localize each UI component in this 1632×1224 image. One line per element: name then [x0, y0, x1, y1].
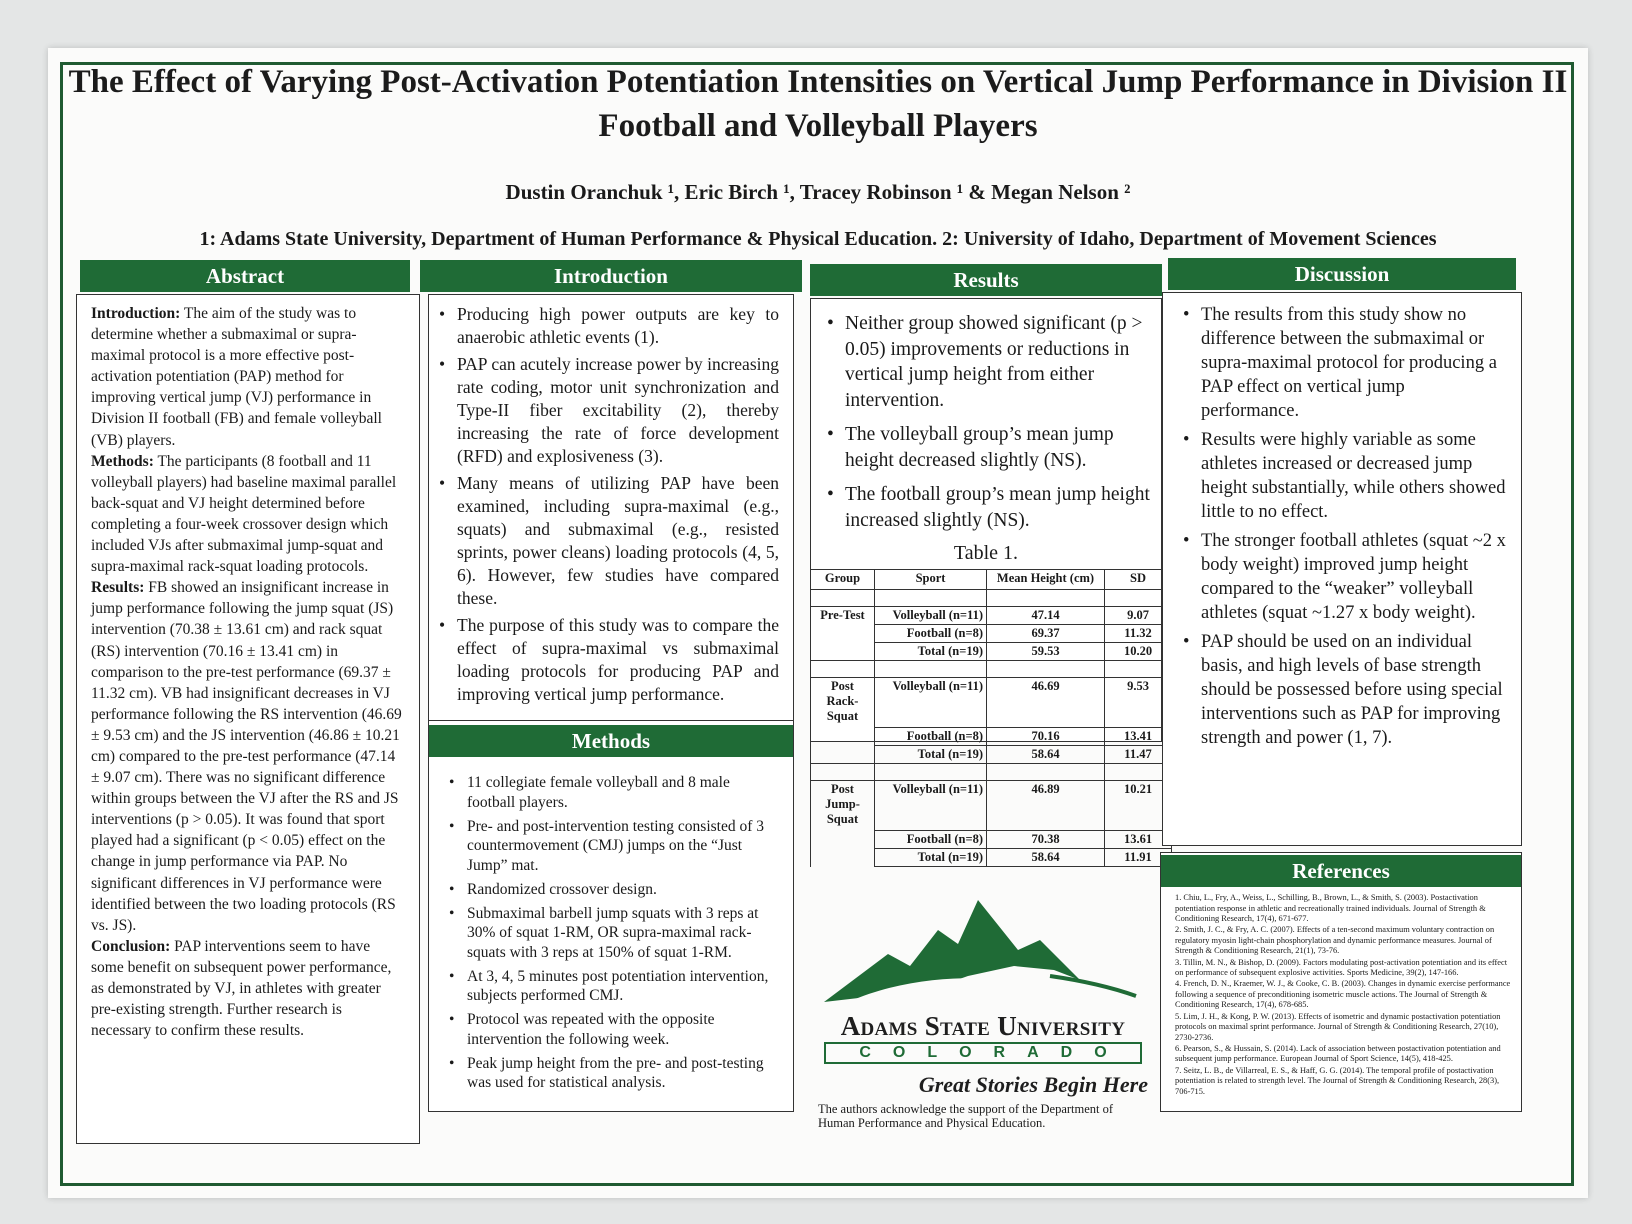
- affiliations: 1: Adams State University, Department of Human Performance & Physical Education. 2: University of Idaho, Department of Movement Sciences: [199, 228, 1437, 250]
- table-cell: [875, 661, 987, 678]
- table-header-cell: Sport: [875, 570, 987, 590]
- methods-heading: Methods: [429, 725, 793, 757]
- table-sd-cell: 9.53: [1105, 678, 1172, 728]
- discussion-list: [1163, 293, 1521, 750]
- table-group-cell: [811, 643, 875, 661]
- table-cell: [875, 590, 987, 607]
- tagline: Great Stories Begin Here: [918, 1072, 1148, 1097]
- reference-item: 5. Lim, J. H., & Kong, P. W. (2013). Effects of isometric and dynamic postactivation potentiation protocols on maximal sprint performance. Journal of Strength & Conditioning Research, 27(10), 2730-2736.: [1175, 1011, 1501, 1042]
- reference-item: 6. Pearson, S., & Hussain, S. (2014). Lack of association between postactivation potentiation and subsequent jump performance. European Journal of Sport Science, 14(5), 418-425.: [1175, 1043, 1501, 1064]
- discussion-heading: Discussion: [1168, 258, 1516, 290]
- table-sport-cell: Total (n=19): [875, 849, 987, 867]
- table-sd-cell: 11.32: [1105, 625, 1172, 643]
- table-sport-cell: Volleyball (n=11): [875, 678, 987, 728]
- methods-section: [428, 720, 794, 1112]
- table-cell: [811, 764, 875, 781]
- discussion-item: • Results were highly variable as some athletes increased or decreased jump height substantially, while others showed little to no effect.: [1177, 428, 1507, 524]
- table-mean-cell: 47.14: [987, 607, 1105, 625]
- abstract-intro-text: The aim of the study was to determine whether a submaximal or supra-maximal protocol is a more effective post-activation potentiation (PAP) method for improving vertical jump (VJ) performance in Division II football (FB) and female volleyball (VB) players.: [91, 305, 382, 449]
- table-mean-cell: 46.89: [987, 781, 1105, 831]
- introduction-item: • Many means of utilizing PAP have been examined, including supra-maximal (e.g., squats) and submaximal (e.g., resisted sprints, power cleans) loading protocols (4, 5, 6). However, few studies have compared these.: [433, 472, 779, 610]
- reference-item: 4. French, D. N., Kraemer, W. J., & Cooke, C. B. (2003). Changes in dynamic exercise performance following a sequence of preconditioning isometric muscle actions. The Journal of Strength & Conditioning Research, 17(4), 678-685.: [1175, 979, 1511, 1010]
- discussion-box: [1162, 292, 1522, 846]
- references-heading: References: [1161, 855, 1521, 887]
- abstract-section: [80, 260, 410, 1144]
- table-row: [811, 849, 1172, 867]
- introduction-heading: Introduction: [420, 260, 802, 292]
- table-row: [811, 643, 1172, 661]
- introduction-item: • Producing high power outputs are key to anaerobic athletic events (1).: [433, 303, 779, 349]
- table-sport-cell: Volleyball (n=11): [875, 607, 987, 625]
- table-sd-cell: 10.20: [1105, 643, 1172, 661]
- methods-item: • Peak jump height from the pre- and post-testing was used for statistical analysis.: [443, 1054, 779, 1093]
- discussion-section: [1168, 258, 1516, 846]
- table-mean-cell: 58.64: [987, 746, 1105, 764]
- abstract-box: [76, 294, 420, 1144]
- introduction-item: • PAP can acutely increase power by increasing rate coding, motor unit synchronization and Type-II fiber excitability (2), thereby increasing the rate of force development (RFD) and explosiveness (3).: [433, 353, 779, 468]
- table-sd-cell: 11.91: [1105, 849, 1172, 867]
- references-section: [1160, 852, 1522, 1112]
- university-name: Adams State University: [840, 1011, 1126, 1041]
- table-header-cell: SD: [1105, 570, 1172, 590]
- abstract-results-label: Results:: [91, 579, 145, 597]
- table-group-cell: [811, 625, 875, 643]
- table-mean-cell: 70.16: [987, 728, 1105, 746]
- table-cell: [811, 661, 875, 678]
- abstract-heading: Abstract: [80, 260, 410, 292]
- abstract-conclusion-text: PAP interventions seem to have some benefit on subsequent power performance, as demonstrated by VJ, in athletes with greater pre-existing strength. Further research is necessary to confirm these results.: [91, 937, 392, 1040]
- table-body: [811, 590, 1172, 867]
- table-mean-cell: 59.53: [987, 643, 1105, 661]
- table-mean-cell: 70.38: [987, 831, 1105, 849]
- table-sport-cell: Volleyball (n=11): [875, 781, 987, 831]
- table-row: [811, 625, 1172, 643]
- discussion-item: • The results from this study show no difference between the submaximal or supra-maximal protocol for producing a PAP effect on vertical jump performance.: [1177, 303, 1507, 423]
- introduction-item: • The purpose of this study was to compare the effect of supra-maximal vs submaximal loading protocols for producing PAP and improving vertical jump performance.: [433, 614, 779, 706]
- results-section: [810, 258, 1162, 864]
- table-sd-cell: 11.47: [1105, 746, 1172, 764]
- references-list: [1161, 887, 1521, 1097]
- reference-item: 3. Tillin, M. N., & Bishop, D. (2009). Factors modulating post-activation potentiation and its effect on performance of subsequent explosive activities. Sports Medicine, 39(2), 147-166.: [1175, 957, 1508, 978]
- state-wordmark: COLORADO: [824, 1042, 1142, 1064]
- results-table: [810, 569, 1172, 867]
- abstract-methods-text: The participants (8 football and 11 volleyball players) had baseline maximal parallel back-squat and VJ height determined before completing a four-week crossover design which included VJs after submaximal jump-squat and supra-maximal rack-squat loading protocols.: [91, 452, 397, 576]
- methods-item: • Submaximal barbell jump squats with 3 reps at 30% of squat 1-RM, OR supra-maximal rack-squats with 3 reps at 150% of squat 1-RM.: [443, 904, 779, 963]
- table-cell: [811, 590, 875, 607]
- methods-list: [429, 757, 793, 1093]
- table-sd-cell: 10.21: [1105, 781, 1172, 831]
- table-group-cell: [811, 728, 875, 746]
- table-mean-cell: 46.69: [987, 678, 1105, 728]
- discussion-item: • The stronger football athletes (squat ~2 x body weight) improved jump height compared to the “weaker” volleyball athletes (squat ~1.27 x body weight).: [1177, 529, 1507, 625]
- table-row: [811, 728, 1172, 746]
- table-cell: [987, 590, 1105, 607]
- table-sport-cell: Total (n=19): [875, 746, 987, 764]
- results-heading: Results: [810, 264, 1162, 296]
- university-logo: [818, 896, 1148, 1130]
- table-spacer-row: [811, 590, 1172, 607]
- methods-box: [428, 720, 794, 1112]
- reference-item: 7. Seitz, L. B., de Villarreal, E. S., & Haff, G. G. (2014). The temporal profile of postactivation potentiation is related to strength level. The Journal of Strength & Conditioning Research, 28(3), 706-715.: [1175, 1065, 1500, 1096]
- acknowledgement: The authors acknowledge the support of the Department of Human Performance and Physical Education.: [818, 1102, 1114, 1130]
- methods-item: • 11 collegiate female volleyball and 8 male football players.: [443, 773, 779, 812]
- table-sport-cell: Football (n=8): [875, 728, 987, 746]
- mountain-logo-icon: [818, 896, 1148, 1006]
- table-header-row: [811, 570, 1172, 590]
- discussion-item: • PAP should be used on an individual basis, and high levels of base strength should be possessed before using special interventions such as PAP for improving strength and power (1, 7).: [1177, 630, 1507, 750]
- abstract-text: [77, 295, 419, 1041]
- table-header-cell: Group: [811, 570, 875, 590]
- poster: [48, 48, 1588, 1198]
- table-sd-cell: 13.41: [1105, 728, 1172, 746]
- reference-item: 1. Chiu, L., Fry, A., Weiss, L., Schilling, B., Brown, L., & Smith, S. (2003). Postactivation potentiation response in athletic and recreationally trained individuals. Journal of Strength & Conditioning Research, 17(4), 671-677.: [1175, 893, 1486, 924]
- poster-title: The Effect of Varying Post-Activation Potentiation Intensities on Vertical Jump Performance in Division II Football and Volleyball Players: [68, 64, 1568, 144]
- references-box: [1160, 852, 1522, 1112]
- table-header-cell: Mean Height (cm): [987, 570, 1105, 590]
- methods-item: • Protocol was repeated with the opposite intervention the following week.: [443, 1010, 779, 1049]
- table-group-cell: [811, 849, 875, 867]
- table-cell: [987, 661, 1105, 678]
- table-row: [811, 607, 1172, 625]
- table-row: [811, 831, 1172, 849]
- introduction-list: [429, 295, 793, 706]
- abstract-methods-label: Methods:: [91, 452, 154, 470]
- methods-item: • At 3, 4, 5 minutes post potentiation intervention, subjects performed CMJ.: [443, 967, 779, 1006]
- table-spacer-row: [811, 661, 1172, 678]
- table-sport-cell: Football (n=8): [875, 625, 987, 643]
- results-item: • The volleyball group’s mean jump height decreased slightly (NS).: [821, 422, 1151, 473]
- authors: Dustin Oranchuk ¹, Eric Birch ¹, Tracey Robinson ¹ & Megan Nelson ²: [505, 180, 1131, 204]
- table-group-cell: Pre-Test: [811, 607, 875, 625]
- table-mean-cell: 58.64: [987, 849, 1105, 867]
- introduction-box: [428, 294, 794, 740]
- table-row: [811, 746, 1172, 764]
- table-mean-cell: 69.37: [987, 625, 1105, 643]
- table-row: [811, 678, 1172, 728]
- table-group-cell: [811, 831, 875, 849]
- table-sport-cell: Football (n=8): [875, 831, 987, 849]
- table-group-cell: [811, 746, 875, 764]
- table-group-cell: Post Jump-Squat: [811, 781, 875, 831]
- abstract-intro-label: Introduction:: [91, 305, 181, 322]
- table-row: [811, 781, 1172, 831]
- table-sport-cell: Total (n=19): [875, 643, 987, 661]
- table-spacer-row: [811, 764, 1172, 781]
- results-list: [811, 299, 1161, 533]
- methods-item: • Pre- and post-intervention testing consisted of 3 countermovement (CMJ) jumps on the “Just Jump” mat.: [443, 817, 779, 876]
- table-cell: [987, 764, 1105, 781]
- table-caption: Table 1.: [953, 542, 1019, 564]
- abstract-results-text: FB showed an insignificant increase in jump performance following the jump squat (JS) intervention (70.38 ± 13.61 cm) and rack squat (RS) intervention (70.16 ± 13.41 cm) in comparison to the pre-test performance (69.37 ± 11.32 cm). VB had insignificant decreases in VJ performance following the RS intervention (46.69 ± 9.53 cm) and the JS intervention (46.86 ± 10.21 cm) compared to the pre-test performance (47.14 ± 9.07 cm). There was no significant difference within groups between the VJ after the RS and JS interventions (p > 0.05). It was found that sport played had a significant (p < 0.05) effect on the change in jump performance via PAP. No significant differences in VJ performance were identified between the two loading protocols (RS vs. JS).: [91, 579, 402, 934]
- results-item: • Neither group showed significant (p > 0.05) improvements or reductions in vertical jump height from either intervention.: [821, 311, 1151, 413]
- table-group-cell: Post Rack-Squat: [811, 678, 875, 728]
- table-sd-cell: 9.07: [1105, 607, 1172, 625]
- table-cell: [875, 764, 987, 781]
- results-box: [810, 298, 1162, 864]
- results-item: • The football group’s mean jump height increased slightly (NS).: [821, 482, 1151, 533]
- abstract-conclusion-label: Conclusion:: [91, 937, 171, 955]
- methods-item: • Randomized crossover design.: [443, 880, 779, 900]
- table-sd-cell: 13.61: [1105, 831, 1172, 849]
- introduction-section: [420, 260, 802, 740]
- reference-item: 2. Smith, J. C., & Fry, A. C. (2007). Effects of a ten-second maximum voluntary contraction on regulatory myosin light-chain phosphorylation and dynamic performance measures. Journal of Strength & Conditioning Research, 21(1), 73-76.: [1175, 925, 1495, 956]
